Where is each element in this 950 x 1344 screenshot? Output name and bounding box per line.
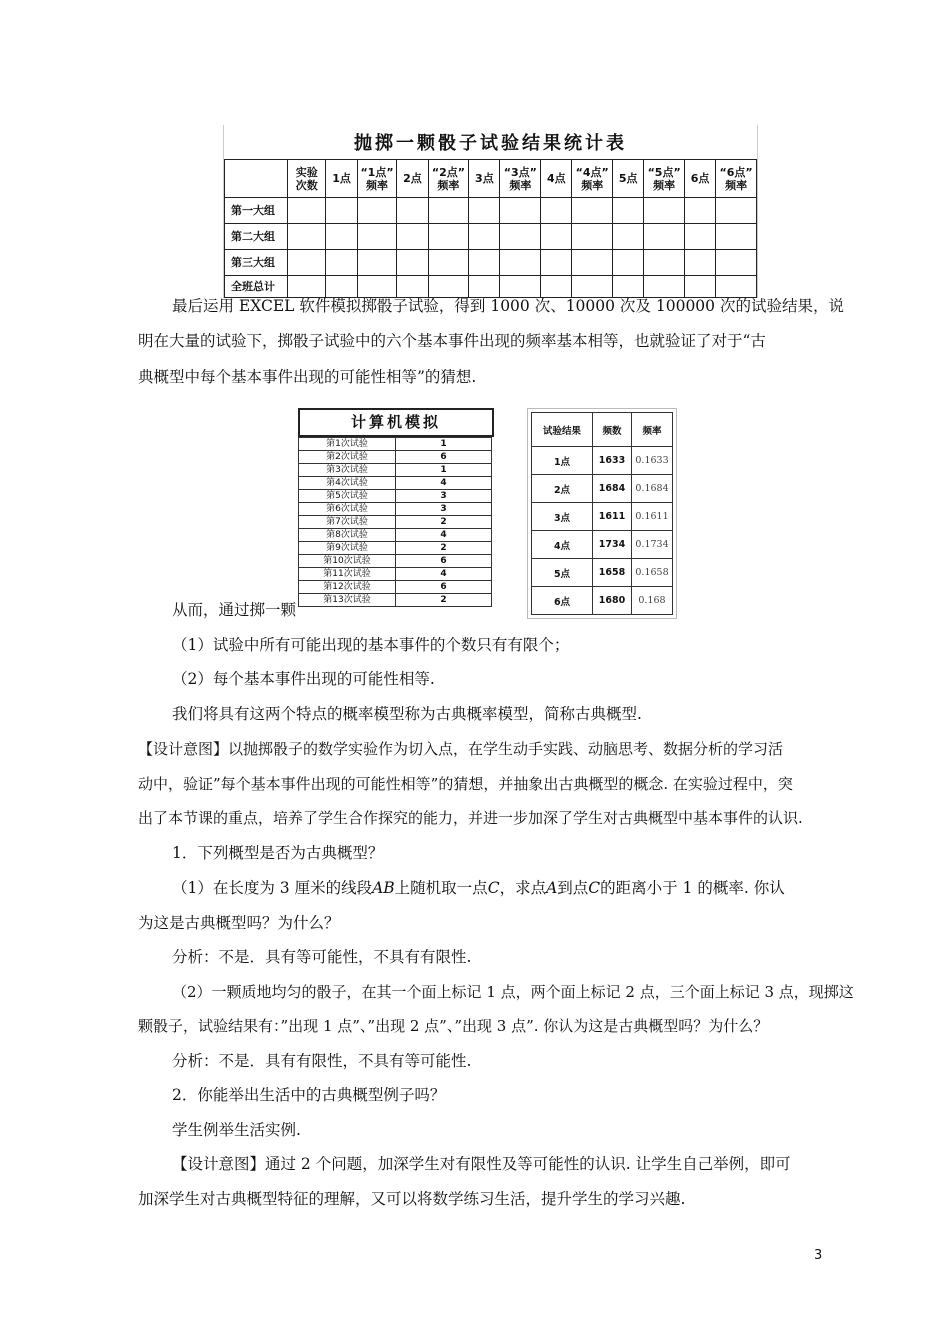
sim-value: 1 <box>396 438 492 451</box>
question-2: 2．你能举出生活中的古典概型例子吗？ <box>172 1086 446 1104</box>
stats-header-text: 实验 次数 <box>295 165 318 192</box>
sim-value: 4 <box>396 529 492 542</box>
stats-header-text: “5点” 频率 <box>647 165 681 192</box>
sim-value: 3 <box>396 503 492 516</box>
sim-row <box>299 503 492 516</box>
sim-label: 第11次试验 <box>299 568 396 581</box>
sim-label: 第10次试验 <box>299 555 396 568</box>
result-outcome: 6点 <box>532 587 593 615</box>
var-C: C <box>588 879 601 897</box>
result-outcome: 3点 <box>532 503 593 531</box>
sim-row <box>299 438 492 451</box>
answer-2: 分析：不是．具有有限性，不具有等可能性. <box>172 1052 472 1070</box>
result-frequency: 0.1633 <box>632 447 673 475</box>
stats-header-cell <box>572 160 613 198</box>
result-outcome: 4点 <box>532 531 593 559</box>
sim-row <box>299 529 492 542</box>
results-header: 频率 <box>632 413 673 447</box>
sim-value: 2 <box>396 594 492 607</box>
design-intent-1-line3: 出了本节课的重点，培养了学生合作探究的能力，并进一步加深了学生对古典概型中基本事件的认识. <box>138 809 803 827</box>
design-intent-1-line1: 【设计意图】以抛掷骰子的数学实验作为切入点，在学生动手实践、动脑思考、数据分析的学习活 <box>138 740 784 758</box>
q1-1-part: 上随机取一点 <box>394 879 488 897</box>
question-1-1-line2: 为这是古典概型吗？为什么？ <box>138 914 340 932</box>
question-1-1-line1 <box>172 878 785 898</box>
sim-label: 第9次试验 <box>299 542 396 555</box>
stats-row <box>225 250 757 276</box>
sim-row <box>299 542 492 555</box>
simulation-table <box>298 437 492 607</box>
item-1: （1）试验中所有可能出现的基本事件的个数只有有限个； <box>172 636 570 654</box>
dice-stats-table-figure <box>223 125 758 298</box>
sim-value: 2 <box>396 542 492 555</box>
para1-line1: 最后运用 EXCEL 软件模拟掷骰子试验，得到 1000 次、10000 次及 100000 次的试验结果，说 <box>172 297 844 315</box>
sim-label: 第3次试验 <box>299 464 396 477</box>
result-count: 1734 <box>593 531 632 559</box>
result-frequency: 0.168 <box>632 587 673 615</box>
item-2: （2）每个基本事件出现的可能性相等. <box>172 670 435 688</box>
stats-row-label: 第一大组 <box>225 198 288 224</box>
stats-header-row <box>225 160 757 198</box>
sim-label: 第2次试验 <box>299 451 396 464</box>
results-table-figure <box>527 408 677 619</box>
stats-header-cell: 4点 <box>541 160 572 198</box>
stats-header-cell: 1点 <box>326 160 357 198</box>
results-row <box>532 587 673 615</box>
sim-row <box>299 581 492 594</box>
sim-value: 6 <box>396 555 492 568</box>
from-line: 从而，通过掷一颗 <box>172 601 297 619</box>
question-1: 1．下列概型是否为古典概型？ <box>172 844 384 862</box>
stats-row-label: 全班总计 <box>225 276 288 298</box>
stats-header-cell <box>225 160 288 198</box>
results-row <box>532 559 673 587</box>
design-intent-1-line2: 动中，验证”每个基本事件出现的可能性相等”的猜想，并抽象出古典概型的概念. 在实验过程中，突 <box>138 775 793 793</box>
result-count: 1684 <box>593 475 632 503</box>
result-count: 1633 <box>593 447 632 475</box>
stats-row <box>225 276 757 298</box>
sim-row <box>299 568 492 581</box>
result-count: 1611 <box>593 503 632 531</box>
stats-table-title: 抛掷一颗骰子试验结果统计表 <box>354 133 627 154</box>
stats-header-cell <box>288 160 326 198</box>
result-frequency: 0.1658 <box>632 559 673 587</box>
stats-header-cell: 5点 <box>613 160 644 198</box>
results-header: 频数 <box>593 413 632 447</box>
stats-header-cell <box>500 160 541 198</box>
results-row <box>532 475 673 503</box>
computer-simulation-table-figure <box>298 408 492 617</box>
sim-value: 4 <box>396 568 492 581</box>
sim-value: 2 <box>396 516 492 529</box>
sim-label: 第8次试验 <box>299 529 396 542</box>
stats-row-label: 第三大组 <box>225 250 288 276</box>
result-outcome: 1点 <box>532 447 593 475</box>
para1-line3: 典概型中每个基本事件出现的可能性相等”的猜想. <box>138 368 477 386</box>
sim-value: 1 <box>396 464 492 477</box>
stats-row <box>225 198 757 224</box>
result-frequency: 0.1734 <box>632 531 673 559</box>
result-outcome: 5点 <box>532 559 593 587</box>
design-intent-2-line1: 【设计意图】通过 2 个问题，加深学生对有限性及等可能性的认识. 让学生自己举例，即可 <box>172 1155 791 1173</box>
results-header: 试验结果 <box>532 413 593 447</box>
dice-stats-table <box>224 159 757 298</box>
stats-header-text: “3点” 频率 <box>503 165 537 192</box>
question-1-2-line2: 颗骰子，试验结果有：”出现 1 点”、”出现 2 点”、”出现 3 点”. 你认为这是古典概型吗？为什么？ <box>138 1017 769 1035</box>
result-count: 1680 <box>593 587 632 615</box>
stats-row-label: 第二大组 <box>225 224 288 250</box>
stats-header-cell <box>644 160 685 198</box>
sim-row <box>299 555 492 568</box>
result-outcome: 2点 <box>532 475 593 503</box>
results-row <box>532 503 673 531</box>
sim-label: 第13次试验 <box>299 594 396 607</box>
para1-line2: 明在大量的试验下，掷骰子试验中的六个基本事件出现的频率基本相等，也就验证了对于“古 <box>138 332 766 350</box>
answer-1: 分析：不是．具有等可能性，不具有有限性. <box>172 948 472 966</box>
stats-header-cell: 3点 <box>469 160 500 198</box>
q1-1-part: ，求点 <box>499 879 547 897</box>
answer-3: 学生例举生活实例. <box>172 1121 301 1139</box>
sim-row <box>299 477 492 490</box>
var-AB: AB <box>372 879 395 897</box>
results-row <box>532 531 673 559</box>
result-count: 1658 <box>593 559 632 587</box>
var-C: C <box>487 879 500 897</box>
stats-header-cell <box>428 160 469 198</box>
definition: 我们将具有这两个特点的概率模型称为古典概率模型，简称古典概型. <box>172 705 642 723</box>
sim-value: 3 <box>396 490 492 503</box>
results-header-row <box>532 413 673 447</box>
stats-header-text: “1点” 频率 <box>360 165 394 192</box>
stats-header-cell <box>357 160 397 198</box>
stats-header-text: “2点” 频率 <box>431 165 465 192</box>
sim-row <box>299 516 492 529</box>
sim-row <box>299 451 492 464</box>
stats-header-cell <box>716 160 757 198</box>
q1-1-part: 的距离小于 1 的概率. 你认 <box>600 879 785 897</box>
stats-header-cell: 2点 <box>397 160 428 198</box>
question-1-2-line1: （2）一颗质地均匀的骰子，在其一个面上标记 1 点，两个面上标记 2 点，三个面上标记 3 点，现掷这 <box>172 983 854 1001</box>
stats-header-cell: 6点 <box>685 160 716 198</box>
q1-1-part: 到点 <box>557 879 589 897</box>
design-intent-2-line2: 加深学生对古典概型特征的理解，又可以将数学练习生活，提升学生的学习兴趣. <box>138 1190 686 1208</box>
sim-label: 第7次试验 <box>299 516 396 529</box>
simulation-title: 计算机模拟 <box>298 408 494 437</box>
sim-label: 第12次试验 <box>299 581 396 594</box>
sim-label: 第6次试验 <box>299 503 396 516</box>
var-A: A <box>546 879 558 897</box>
result-frequency: 0.1611 <box>632 503 673 531</box>
sim-value: 6 <box>396 581 492 594</box>
stats-header-text: “6点” 频率 <box>719 165 753 192</box>
page-number: 3 <box>814 1248 823 1263</box>
sim-value: 6 <box>396 451 492 464</box>
sim-label: 第1次试验 <box>299 438 396 451</box>
sim-row <box>299 464 492 477</box>
result-frequency: 0.1684 <box>632 475 673 503</box>
stats-row <box>225 224 757 250</box>
q1-1-part: （1）在长度为 3 厘米的线段 <box>172 879 373 897</box>
sim-row <box>299 594 492 607</box>
sim-label: 第4次试验 <box>299 477 396 490</box>
sim-label: 第5次试验 <box>299 490 396 503</box>
results-table <box>531 412 673 615</box>
stats-header-text: “4点” 频率 <box>575 165 609 192</box>
sim-value: 4 <box>396 477 492 490</box>
results-row <box>532 447 673 475</box>
sim-row <box>299 490 492 503</box>
